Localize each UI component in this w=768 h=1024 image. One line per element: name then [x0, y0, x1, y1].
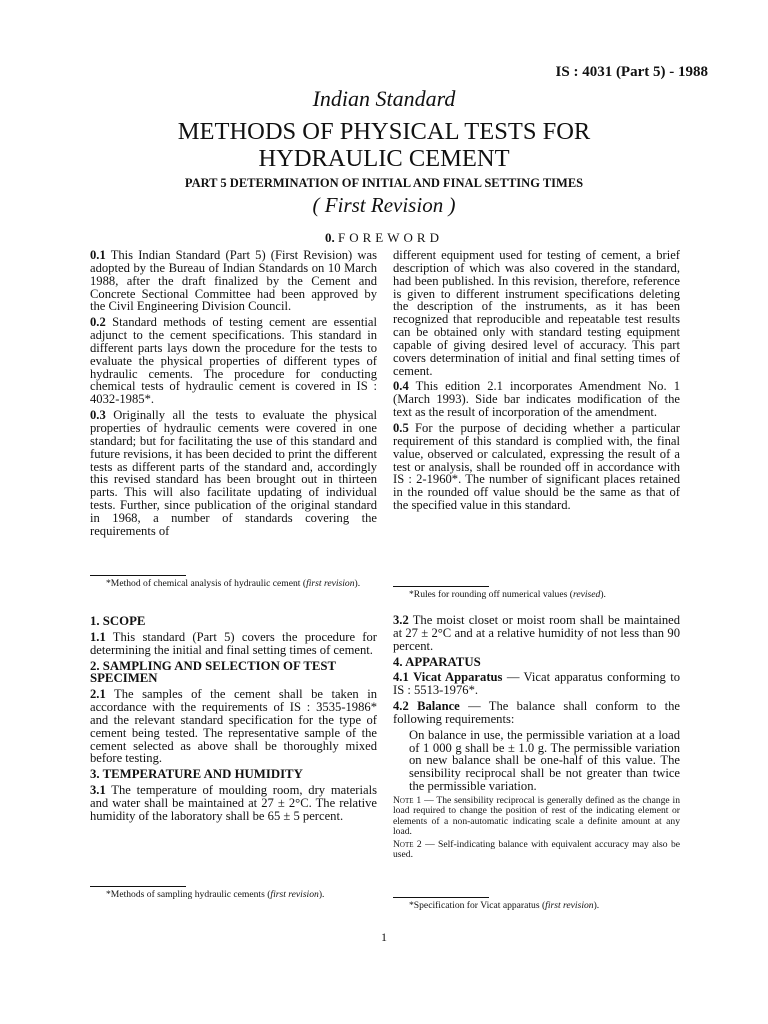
note-text: — Self-indicating balance with equivalent accuracy may also be used. [393, 838, 680, 861]
clause-text: This standard (Part 5) covers the procedure for determining the initial and final setting times of cement. [90, 629, 377, 657]
clause-0-1 [90, 249, 377, 313]
footnote-text: *Rules for rounding off numerical values ( [409, 589, 573, 600]
clause-0-5 [393, 422, 680, 512]
footnote-end: ). [354, 578, 361, 589]
clause-0-3-continued: different equipment used for testing of cement, a brief description of which was also covered in the standard, had been published. In this revision, therefore, reference is given to different instrument specifications deleting the description of the instruments, as it has been recognized that reproducible and repeatable test results can be obtained only with standard testing equipment capable of giving desired level of accuracy. This part covers determination of initial and final setting times of cement. [393, 248, 680, 378]
footnote-left-1 [90, 578, 377, 589]
clause-number: 1.1 [90, 629, 106, 644]
clause-0-2 [90, 316, 377, 406]
foreword-word: FOREWORD [338, 230, 443, 245]
note-label: Note 1 [393, 794, 422, 806]
foreword-heading [0, 230, 768, 246]
footnote-left-2 [90, 889, 377, 900]
clause-3-2 [393, 614, 680, 653]
clause-3-1 [90, 784, 377, 823]
title-line-1: METHODS OF PHYSICAL TESTS FOR [177, 118, 591, 145]
clause-0-4 [393, 380, 680, 419]
clause-number: 4.1 [393, 670, 409, 685]
footnote-right-2 [393, 900, 680, 911]
document-title [0, 118, 768, 172]
standard-number: IS : 4031 (Part 5) - 1988 [555, 64, 708, 80]
revision-label: ( First Revision ) [312, 193, 456, 217]
clause-4-2 [393, 700, 680, 726]
clause-text: The moist closet or moist room shall be maintained at 27 ± 2°C and at a relative humidity of not less than 90 percent. [393, 613, 681, 653]
title-line-2: HYDRAULIC CEMENT [258, 145, 510, 172]
part-subtitle: PART 5 DETERMINATION OF INITIAL AND FINAL SETTING TIMES [184, 176, 584, 190]
clause-text: Originally all the tests to evaluate the physical properties of hydraulic cements were covered in one standard; but for facilitating the use of this standard and future revisions, it has been decided to print the different tests as different parts of the standard and, accordingly this revised standard has been brought out in thirteen parts. This will also facilitate updating of individual tests. Further, since publication of the original standard in 1968, a number of standards covering the requirements of [90, 408, 377, 538]
footnote-text: *Method of chemical analysis of hydraulic cement ( [106, 578, 307, 589]
clause-number: 0.1 [90, 248, 106, 262]
clause-text: The temperature of moulding room, dry materials and water shall be maintained at 27 ± 2°C. The relative humidity of the laboratory shall be 65 ± 5 percent. [90, 783, 377, 823]
footnote-italic: revised [572, 589, 601, 600]
indian-standard-label: Indian Standard [312, 86, 456, 111]
body-right-column [393, 614, 680, 863]
footnote-rule [393, 897, 489, 898]
clause-4-1 [393, 671, 680, 697]
clause-text: For the purpose of deciding whether a particular requirement of this standard is complied with, the final value, observed or calculated, expressing the result of a test or analysis, shall be rounded off in accordance with IS : 2-1960*. The number of significant places retained in the rounded off value should be the same as that of the specified value in this standard. [393, 420, 680, 513]
footnote-italic: first revision [545, 900, 594, 911]
note-2 [393, 840, 680, 861]
clause-number: 3.1 [90, 783, 106, 798]
clause-label: Vicat Apparatus [413, 670, 503, 685]
foreword-right-column [393, 249, 680, 515]
note-1 [393, 796, 680, 838]
clause-number: 3.2 [393, 613, 409, 627]
clause-number: 0.2 [90, 315, 106, 330]
note-text: — The sensibility reciprocal is generally defined as the change in load required to change the position of rest of the indicating element or elements of a non-automatic indicating scale a definite amount at any load. [393, 794, 681, 838]
footnote-italic: first revision [306, 578, 355, 589]
clause-text: Standard methods of testing cement are essential adjunct to the cement specifications. This standard in different parts lays down the procedure for the tests to evaluate the physical properties of different types of hydraulic cements. The procedure for conducting chemical tests of hydraulic cement is covered in IS : 4032-1985*. [90, 315, 377, 407]
footnote-end: ). [318, 889, 325, 900]
footnote-italic: first revision [270, 889, 319, 900]
clause-text: This edition 2.1 incorporates Amendment No. 1 (March 1993). Side bar indicates modification of the text as the result of incorporation of the amendment. [393, 379, 681, 420]
clause-text: The samples of the cement shall be taken in accordance with the requirements of IS : 3535-1986* and the relevant standard specification for the type of cement being tested. The representative sample of the cement selected as above shall be thoroughly mixed before testing. [90, 687, 377, 766]
note-label: Note 2 [393, 838, 422, 850]
clause-0-3 [90, 409, 377, 537]
section-sampling-heading: 2. SAMPLING AND SELECTION OF TEST SPECIMEN [90, 658, 336, 686]
foreword-number: 0. [325, 230, 335, 245]
clause-text: — The balance shall conform to the following requirements: [393, 699, 681, 726]
clause-number: 0.3 [90, 408, 106, 423]
clause-number: 2.1 [90, 687, 106, 702]
clause-number: 4.2 [393, 699, 409, 714]
foreword-left-column [90, 249, 377, 541]
section-temperature-heading: 3. TEMPERATURE AND HUMIDITY [90, 767, 303, 782]
footnote-end: ). [593, 900, 600, 911]
clause-number: 0.4 [393, 379, 409, 394]
clause-number: 0.5 [393, 420, 409, 435]
section-apparatus-heading: 4. APPARATUS [393, 654, 481, 669]
page-number: 1 [381, 930, 387, 944]
body-left-column [90, 614, 377, 826]
footnote-rule [90, 575, 186, 576]
clause-1-1 [90, 631, 377, 657]
footnote-rule [90, 886, 186, 887]
clause-text: This Indian Standard (Part 5) (First Revision) was adopted by the Bureau of Indian Standards on 10 March 1988, after the draft finalized by the Cement and Concrete Sectional Committee had been approved by the Civil Engineering Division Council. [90, 248, 377, 314]
footnote-rule [393, 586, 489, 587]
clause-text: — Vicat apparatus conforming to IS : 5513-1976*. [393, 670, 681, 698]
balance-requirement: On balance in use, the permissible variation at a load of 1 000 g shall be ± 1.0 g. The permissible variation on new balance shall be one-half of this value. The sensibility reciprocal shall be not greater than twice the permissible variation. [409, 727, 680, 794]
footnote-text: *Specification for Vicat apparatus ( [409, 900, 546, 911]
clause-2-1 [90, 688, 377, 765]
clause-label: Balance [417, 699, 460, 714]
footnote-right-1 [393, 589, 680, 600]
section-scope-heading: 1. SCOPE [90, 614, 146, 628]
footnote-text: *Methods of sampling hydraulic cements ( [106, 889, 271, 900]
footnote-end: ). [600, 589, 606, 600]
